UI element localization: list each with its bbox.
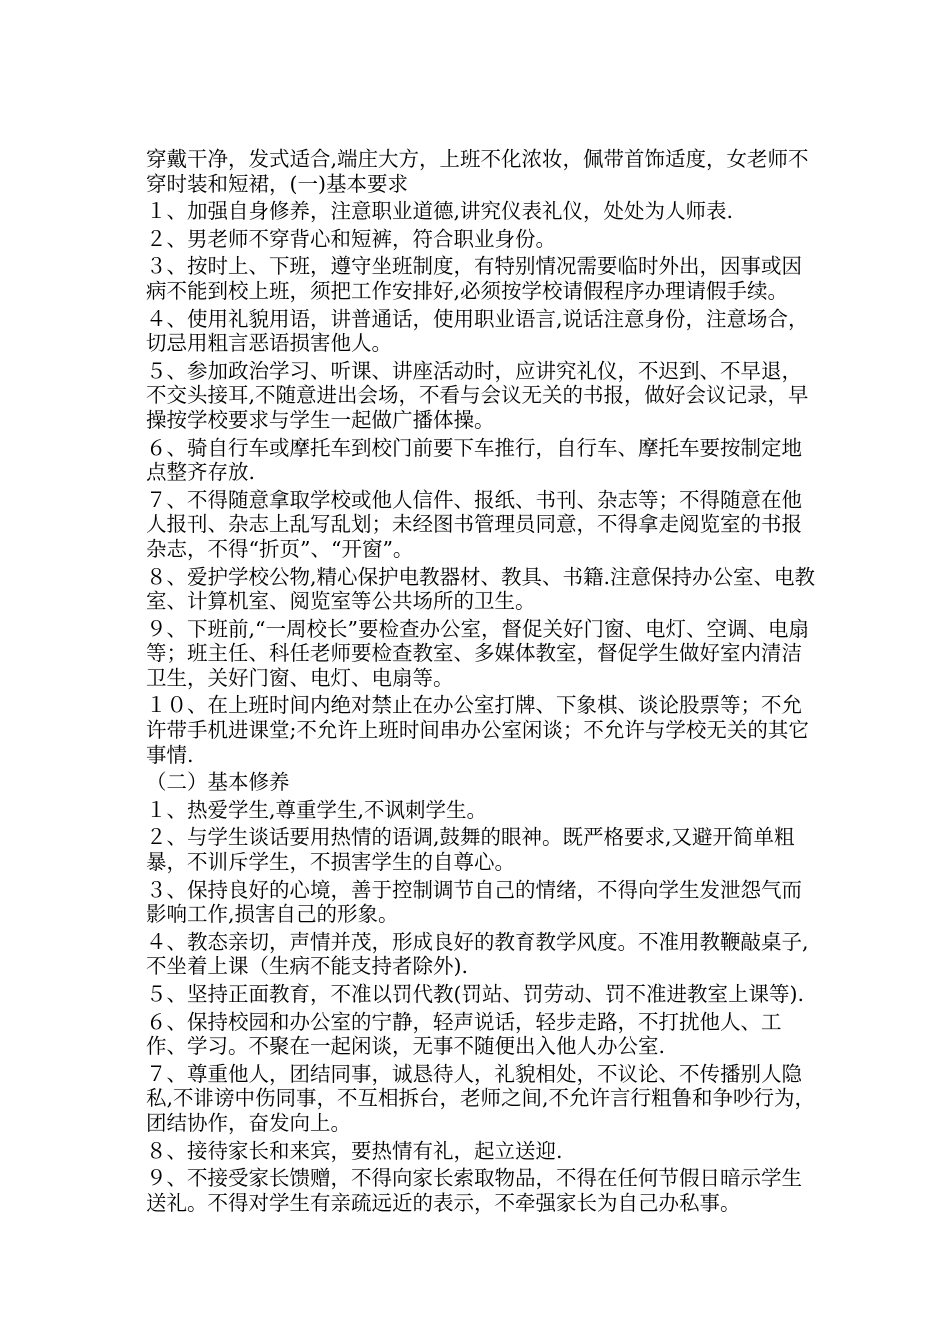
paragraph: ２、与学生谈话要用热情的语调,鼓舞的眼神。既严格要求,又避开简单粗暴，不训斥学生，不损害学生的自尊心。 [146,825,795,875]
paragraph: ８、爱护学校公物,精心保护电教器材、教具、书籍.注意保持办公室、电教室、计算机室、阅览室等公共场所的卫生。 [146,564,816,614]
section-heading: （二）基本修养 [146,770,290,795]
document-body [146,147,822,1218]
paragraph: ５、参加政治学习、听课、讲座活动时，应讲究礼仪，不迟到、不早退，不交头接耳,不随意进出会场，不看与会议无关的书报，做好会议记录，早操按学校要求与学生一起做广播体操。 [146,358,809,432]
paragraph: ９、不接受家长馈赠，不得向家长索取物品，不得在任何节假日暗示学生送礼。不得对学生有亲疏远近的表示，不牵强家长为自己办私事。 [146,1166,802,1215]
paragraph: ８、接待家长和来宾，要热情有礼，起立送迎. [146,1138,563,1163]
paragraph: ７、尊重他人，团结同事，诚恳待人，礼貌相处，不议论、不传播别人隐私,不诽谤中伤同事，不互相拆台，老师之间,不允许言行粗鲁和争吵行为，团结协作，奋发向上。 [146,1061,816,1135]
paragraph: ４、使用礼貌用语，讲普通话，使用职业语言,说话注意身份，注意场合，切忌用粗言恶语损害他人。 [146,306,809,356]
paragraph: ４、教态亲切，声情并茂，形成良好的教育教学风度。不准用教鞭敲桌子,不坐着上课（生病不能支持者除外). [146,929,809,979]
paragraph: １０、在上班时间内绝对禁止在办公室打牌、下象棋、谈论股票等；不允许带手机进课堂;不允许上班时间串办公室闲谈；不允许与学校无关的其它事情. [146,693,809,767]
paragraph: ６、骑自行车或摩托车到校门前要下车推行，自行车、摩托车要按制定地点整齐存放. [146,435,802,485]
paragraph: ５、坚持正面教育，不准以罚代教(罚站、罚劳动、罚不准进教室上课等). [146,982,805,1006]
paragraph: ６、保持校园和办公室的宁静，轻声说话，轻步走路，不打扰他人、工作、学习。不聚在一起闲谈，无事不随便出入他人办公室. [146,1009,782,1059]
paragraph: １、热爱学生,尊重学生,不讽刺学生。 [146,797,488,822]
paragraph: ３、按时上、下班，遵守坐班制度，有特别情况需要临时外出，因事或因病不能到校上班，须把工作安排好,必须按学校请假程序办理请假手续。 [146,254,802,303]
paragraph: ９、下班前,“一周校长”要检查办公室，督促关好门窗、电灯、空调、电扇等；班主任、科任老师要检查教室、多媒体教室，督促学生做好室内清洁卫生，关好门窗、电灯、电扇等。 [146,616,809,690]
paragraph: ７、不得随意拿取学校或他人信件、报纸、书刊、杂志等；不得随意在他人报刊、杂志上乱写乱划；未经图书管理员同意，不得拿走阅览室的书报杂志，不得“折页”、“开窗”。 [146,487,802,561]
paragraph: 穿戴干净，发式适合,端庄大方，上班不化浓妆，佩带首饰适度，女老师不穿时装和短裙，(一)基本要求 [146,147,809,196]
paragraph: ２、男老师不穿背心和短裤，符合职业身份。 [146,226,556,251]
paragraph: １、加强自身修养，注意职业道德,讲究仪表礼仪，处处为人师表. [146,199,734,224]
paragraph: ３、保持良好的心境，善于控制调节自己的情绪，不得向学生发泄怨气而影响工作,损害自己的形象。 [146,877,802,927]
